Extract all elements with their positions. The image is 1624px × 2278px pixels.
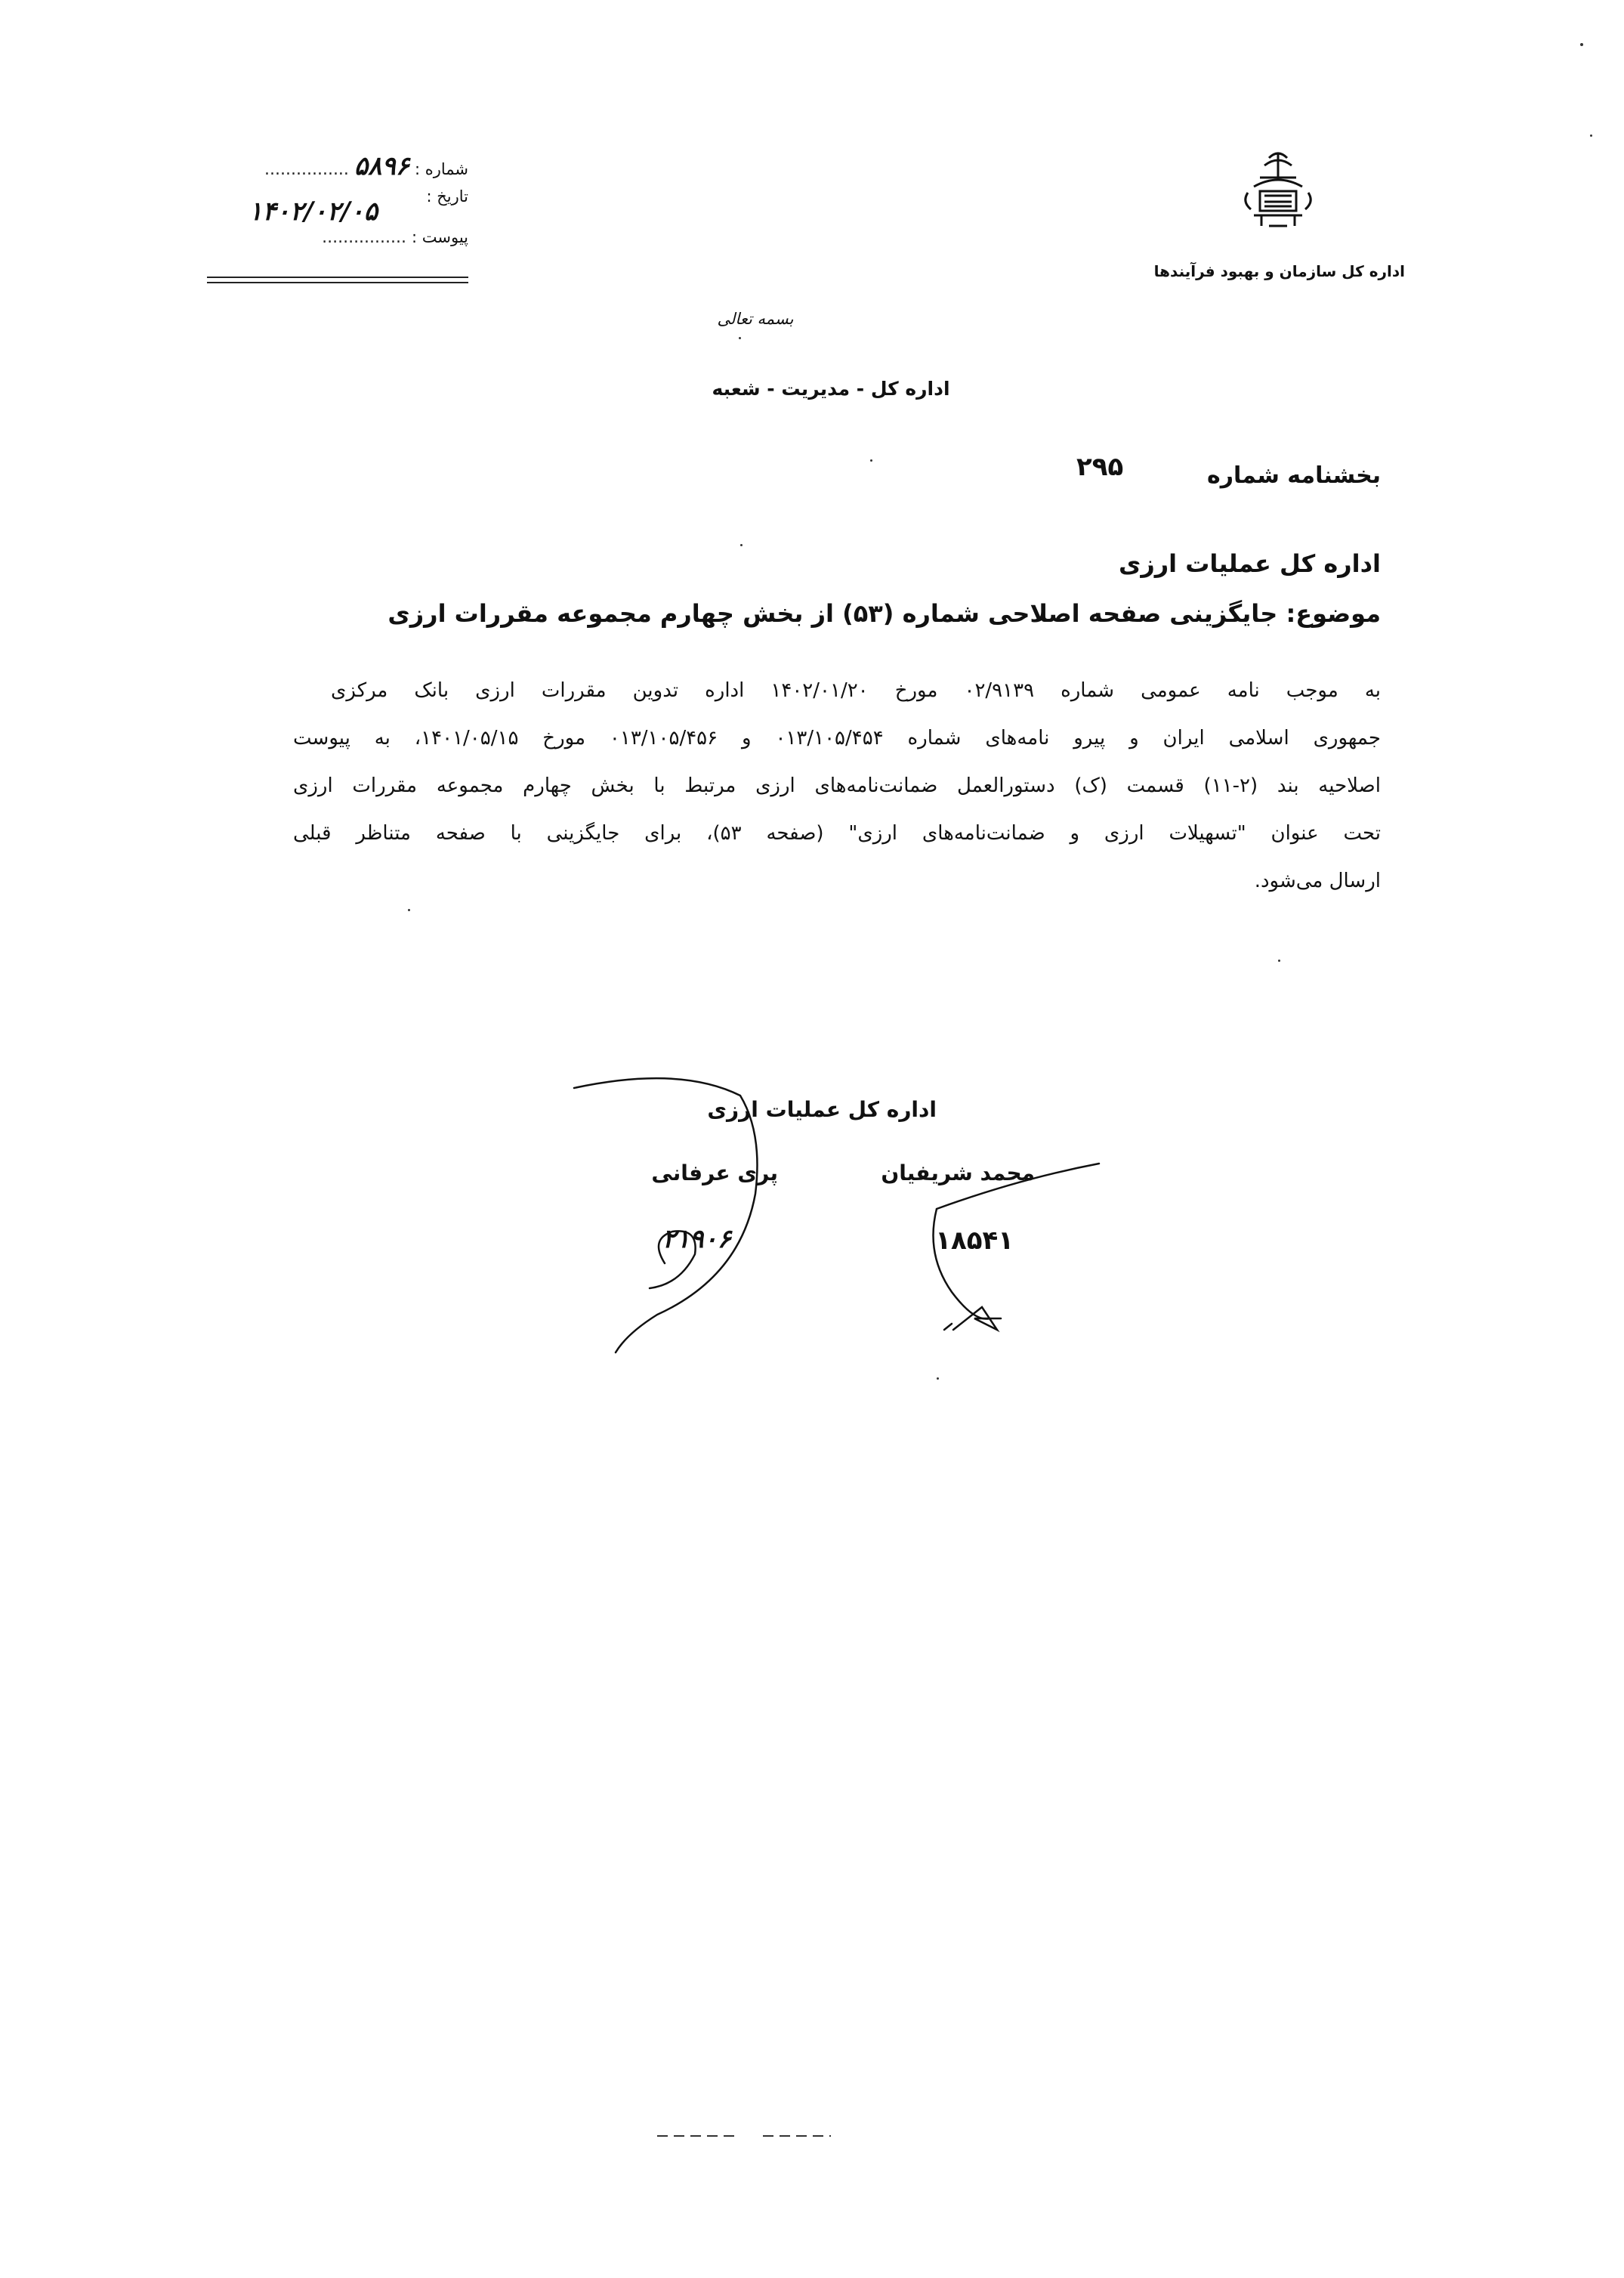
signer-2-id: ۲۱۹۰۶ (662, 1224, 731, 1254)
letter-number-row (264, 151, 468, 181)
circular-label: بخشنامه شماره (1207, 462, 1381, 489)
scan-speck (870, 459, 872, 462)
attachment-dots: ................ (322, 228, 406, 247)
attachment-label: پیوست : (412, 228, 468, 246)
body-line: اصلاحیه بند (۲-۱۱) قسمت (ک) دستورالعمل ضمانت‌نامه‌های ارزی مرتبط با بخش چهارم مجموعه مقررات ارزی (293, 774, 1381, 797)
body-line: تحت عنوان "تسهیلات ارزی و ضمانت‌نامه‌های ارزی" (صفحه ۵۳)، برای جایگزینی با صفحه متناظر قبلی (293, 822, 1381, 845)
recipient: اداره کل عملیات ارزی (1118, 549, 1381, 578)
scan-speck (937, 1377, 939, 1380)
org-line: اداره کل - مدیریت - شعبه (712, 378, 950, 400)
header-rule-top (207, 277, 468, 278)
scan-speck (408, 909, 410, 911)
scan-speck (740, 544, 743, 546)
body-line: ارسال می‌شود. (1254, 870, 1381, 892)
attachment-row (322, 228, 468, 247)
signature-1-underline (944, 1324, 952, 1330)
letter-number: ۵۸۹۶ (354, 151, 409, 181)
scan-speck (1590, 134, 1592, 137)
footer-dashes (650, 2132, 846, 2140)
letter-date-label-row (426, 187, 468, 206)
signature-department: اداره کل عملیات ارزی (707, 1097, 937, 1122)
department-name: اداره کل سازمان و بهبود فرآیندها (1153, 262, 1405, 280)
bank-logo (1231, 147, 1326, 234)
basmala: بسمه تعالی (717, 310, 794, 328)
number-label: شماره : (414, 160, 468, 178)
letter-date: ۱۴۰۲/۰۲/۰۵ (249, 196, 378, 227)
scan-speck (1580, 43, 1583, 46)
subject-line: موضوع: جایگزینی صفحه اصلاحی شماره (۵۳) از بخش چهارم مجموعه مقررات ارزی (387, 599, 1381, 628)
scan-speck (1278, 960, 1280, 962)
signature-1-tail (953, 1307, 1001, 1330)
letter-date-row (249, 196, 378, 227)
date-label: تاریخ : (426, 187, 468, 206)
body-line: جمهوری اسلامی ایران و پیرو نامه‌های شماره ۰۱۳/۱۰۵/۴۵۴ و ۰۱۳/۱۰۵/۴۵۶ مورخ ۱۴۰۱/۰۵/۱۵، به پیوست (293, 727, 1381, 750)
signer-1-name: محمد شریفیان (881, 1161, 1035, 1185)
circular-number: ۲۹۵ (1076, 452, 1124, 482)
scan-speck (739, 337, 741, 339)
signer-2-name: پری عرفانی (651, 1161, 778, 1185)
header-rule-bottom (207, 282, 468, 283)
signer-1-id: ۱۸۵۴۱ (935, 1226, 1014, 1256)
body-line: به موجب نامه عمومی شماره ۰۲/۹۱۳۹ مورخ ۱۴۰۲/۰۱/۲۰ اداره تدوین مقررات ارزی بانک مرکزی (331, 679, 1381, 702)
number-dots: ................ (264, 160, 349, 179)
letter-meta (204, 144, 468, 283)
